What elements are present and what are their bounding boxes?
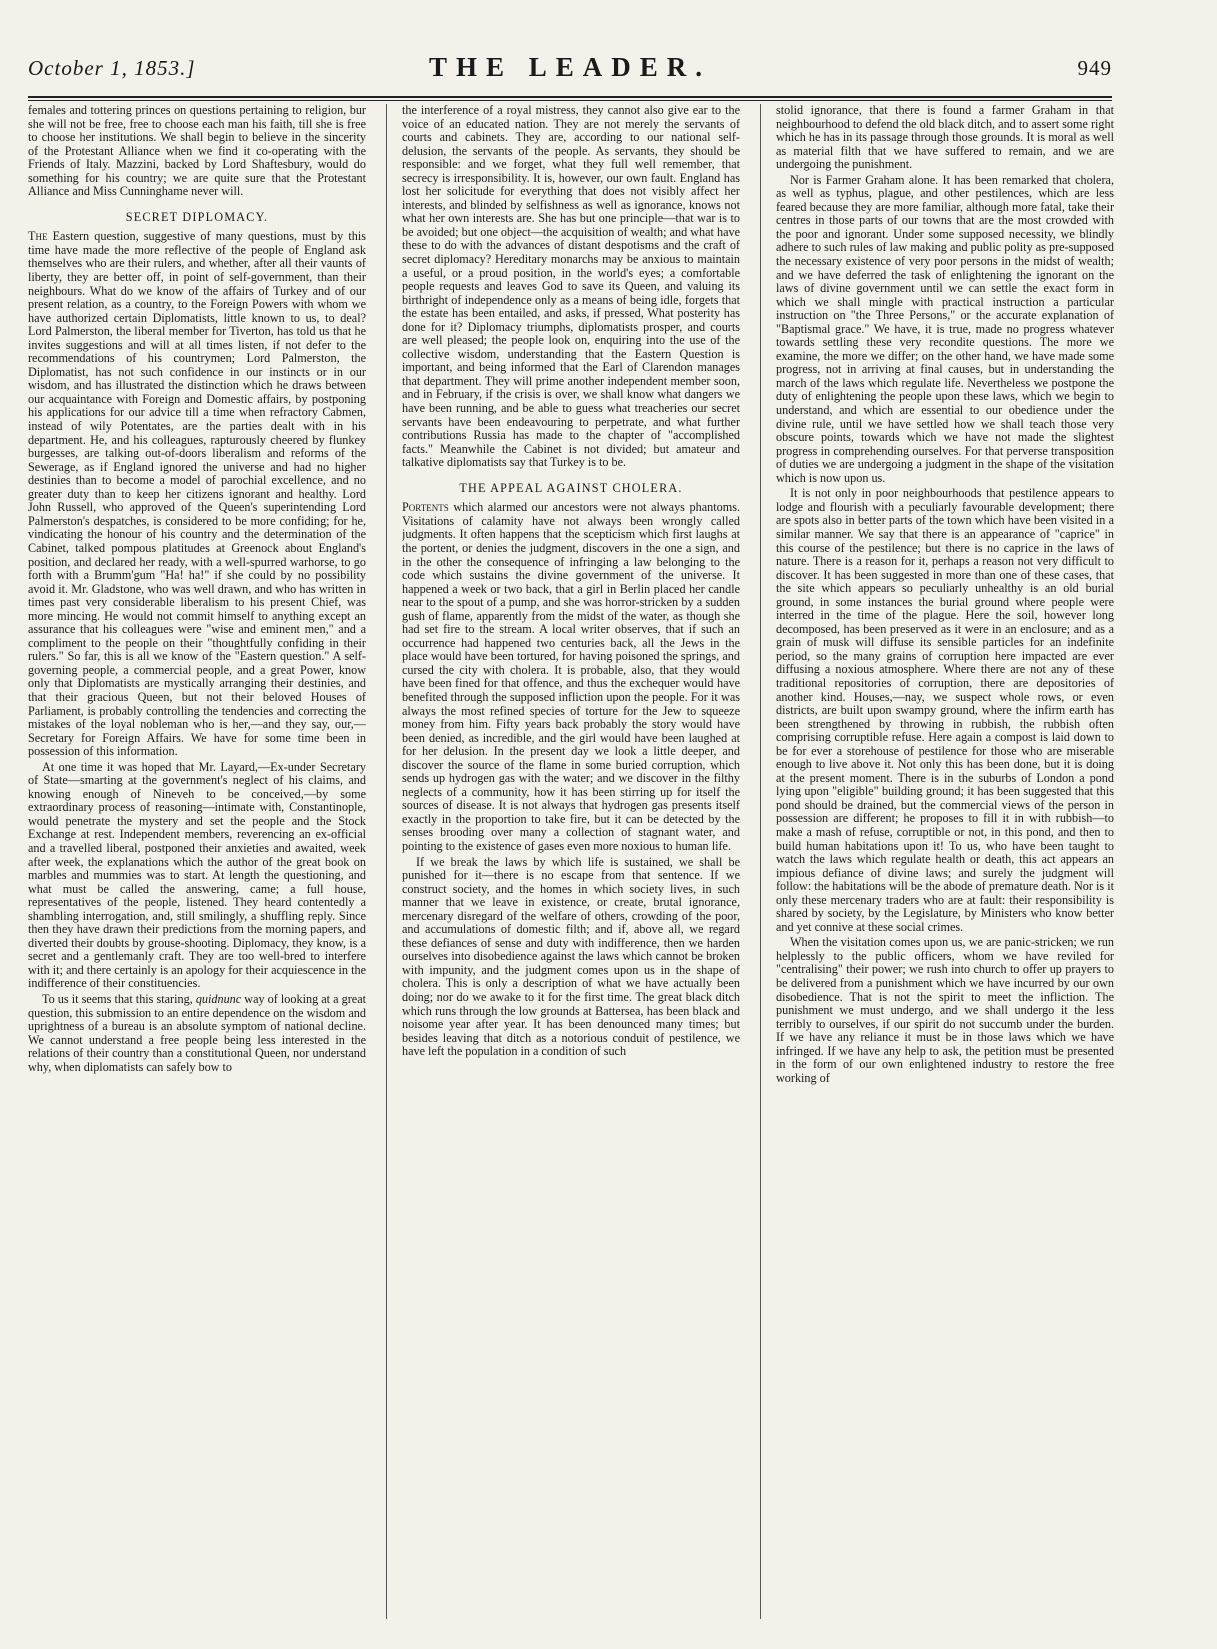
column-divider [386,104,387,1619]
issue-date: October 1, 1853.] [28,56,196,80]
paragraph: stolid ignorance, that there is found a farmer Graham in that neighbourhood to defend the old black ditch, and to assert some right which he has in its passage through those grounds. It is moral as well as material filth that we have suffered to remain, and we are undergoing the punishment. [776,104,1114,172]
column-divider [760,104,761,1619]
paragraph-text: Eastern question, suggestive of many questions, must by this time have made the more reflective of the people of England ask themselves who are their rulers, and whether, after all their vaunts of liberty, they are better off, in point of self-government, than their neighbours. What do we know of the affairs of Turkey and of our present relation, as a country, to the Foreign Powers with whom we have authorized certain Diplomatists, little known to us, to deal? Lord Palmerston, the liberal member for Tiverton, has told us that he invites suggestions and will at all times listen, if not defer to the recommendations of his countrymen; Lord Palmerston, the Diplomatist, has not such confidence in our instincts or in our wisdom, and has illustrated the distinction which he draws between our acquaintance with Foreign and Domestic affairs, by postponing his applications for our advice till a time when refractory Cabmen, instead of wily Potentates, are the parties dealt with in his department. He, and his colleagues, rapturously cheered by flunkey burgesses, are talking out-of-doors liberalism and reforms of the Sewerage, as if England ignored the universe and had no higher destinies than to become a model of parochial excellence, and no greater duty than to keep her citizens ignorant and healthy. Lord John Russell, who approved of the Queen's superintending Lord Palmerston's despatches, is considered to be more confiding; for he, vindicating the honour of his country and the determination of the Cabinet, talked pompous platitudes at Greenock about England's position, and declared her ready, with a well-spurred warhorse, to go forth with a Brumm'gum "Ha! ha!" if she could by no possibility avoid it. Mr. Gladstone, who was well drawn, and who has written in times past very considerable liberalism to his present Chief, was more mincing. He would not commit himself to anything except an assurance that his colleagues were "wise and eminent men," and a compliment to the people on their "thoughtfully confiding in their rulers." So far, this is all we know of the "Eastern question." A self-governing people, a commercial people, and a great Power, know only that Diplomatists are mystically arranging their destinies, and that their gracious Queen, but not their beloved Houses of Parliament, is probably controlling the tendencies and correcting the mistakes of the loyal nobleman who is her,—and they say, our,—Secretary for Foreign Affairs. We have for some time been in possession of this information. [28,229,366,759]
paragraph [28,230,366,758]
column-2 [402,104,740,1624]
page-number: 949 [1077,56,1112,80]
paragraph-text: which alarmed our ancestors were not always phantoms. Visitations of calamity have not always been wrongly called judgments. It often happens that the scepticism which first laughs at the portent, or denies the judgment, discovers in the one a sign, and in the other the consequence of infringing a law belonging to the code which sustains the divine government of the universe. It happened a week or two back, that a girl in Berlin placed her candle near to the spout of a pump, and she was horror-stricken by a sudden gush of flame, apparently from the midst of the water, as though she had set fire to the stream. A local writer observes, that if such an occurrence had happened two centuries back, all the Jews in the place would have been tortured, for having poisoned the springs, and cursed the city with cholera. It is probable, also, that they would have been fined for that offence, and thus the exchequer would have benefited through the supposed infliction upon the people. For it was always the most refined species of torture for the Jew to squeeze money from him. Fifty years back probably the story would have been denied, as incredible, and the girl would have been laughed at for her delusion. In the present day we look a little deeper, and discover the source of the flame in some buried corruption, which sends up hydrogen gas with the water; and we discover in the filthy neglects of a community, how it has been stirring up for itself the sources of disease. It is not always that hydrogen gas presents itself exactly in the proportion to take fire, but it can be detected by the senses brooding over many a collection of stagnant water, and pointing to the existence of gases even more noxious to human life. [402,500,740,853]
article-heading-secret-diplomacy: SECRET DIPLOMACY. [125,209,269,224]
dropcap-word: Portents [402,500,449,515]
paragraph: If we break the laws by which life is sustained, we shall be punished for it—there is no escape from that sentence. If we construct society, and the homes in which society lives, in such manner that we leave in existence, or create, brutal ignorance, mercenary disregard of the welfare of others, crowding of the poor, and accumulations of domestic filth; and if, above all, we regard these defiances of sense and duty with indifference, then we harden ourselves into disobedience against the laws which cannot be broken with impunity, and the judgment comes upon us in the shape of cholera. This is only a description of what we have actually been doing; nor do we awake to it for the first time. The great black ditch which runs through the low grounds at Battersea, has been black and noisome year after year. It has been denounced many times; but besides leaving that ditch as a notorious conduit of pestilence, we have left the population in a condition of such [402,854,740,1059]
paragraph [28,993,366,1074]
masthead-title: THE LEADER. [428,52,712,82]
column-1 [28,104,366,1624]
page-header [28,52,1112,92]
paragraph-text: way of looking at a great question, this submission to an entire dependence on the wisdom and uprightness of a bureau is an absolute symptom of national decline. We cannot understand a free people being less interested in the relations of their country than a constitutional Queen, nor understand why, when diplomatists can safely bow to [28,992,366,1074]
paragraph: At one time it was hoped that Mr. Layard,—Ex-under Secretary of State—smarting at the government's neglect of his claims, and knowing enough of Nineveh to be conceived,—by some extraordinary process of reasoning—intimate with, Constantinople, would penetrate the mystery and set the people and the Stock Exchange at rest. Independent members, reverencing an ex-official and a travelled liberal, postponed their anxieties and awaited, week after week, the explanations which the author of the great book on marbles and mummies was to start. At length the questioning, and what must be called the answering, came; a full house, representatives of the people, listened. They heard contentedly a shambling interrogation, and, still smilingly, a shuffling reply. Since then they have drawn their predictions from the morning papers, and diverted their doubts by grouse-shooting. Diplomacy, they know, is a secret and a gentlemanly craft. They are too well-bred to interfere with it; and there certainly is an apology for their acquiescence in the indifference of their constituencies. [28,759,366,991]
article-heading-cholera: THE APPEAL AGAINST CHOLERA. [459,480,683,495]
italic-word: quidnunc [195,992,242,1006]
paragraph: It is not only in poor neighbourhoods that pestilence appears to lodge and flourish with a peculiarly favourable development; there are spots also in better parts of the town which have been visited in a similar manner. We say that there is an appearance of "caprice" in this course of the pestilence; but there is no caprice in the laws of nature. There is a reason for it, perhaps a reason not very difficult to discover. It has been suggested in more than one of these cases, that the site which appears so peculiarly unhealthy is an old burial ground, in some instances the burial ground where people were interred in the time of the plague. Here the soil, however long decomposed, has been preserved as it were in an enclosure; and as a grain of musk will diffuse its sensible particles for an indefinite period, so the many grains of corruption here impacted are ever diffusing a noxious atmosphere. Where there are not any of these traditional repositories of corruption, there are depositories of another kind. Houses,—nay, we suspect whole rows, or even districts, are built upon swampy ground, where the infirm earth has been strengthened by throwing in rubbish, the rubbish often comprising corruptible refuse. Here again a compost is laid down to be for ever a storehouse of pestilence for those who are miserable enough to live above it. Not only this has been done, but it is doing at the present moment. There is in the suburbs of London a pond lying upon "eligible" building ground; it has been suggested that this pond should be drained, but the commercial views of the person in possession are different; he proposes to fill it in with rubbish—to make a mash of refuse, corruptible or not, in this pond, and then to build human habitations upon it! To us, who have been taught to watch the laws which regulate health or death, this act appears an impious defiance of divine laws; and surely the judgment will follow: the habitations will be the abode of premature death. Nor is it only these mercenary traders who are at fault: their responsibility is shared by society, by the Legislature, by Ministers who know better and yet connive at these social crimes. [776,486,1114,934]
paragraph-text: To us it seems that this staring, [42,992,196,1006]
header-rule-thin [28,100,1112,101]
paragraph [402,501,740,853]
dropcap-word: The [28,229,48,244]
paragraph: Nor is Farmer Graham alone. It has been remarked that cholera, as well as typhus, plague, and other pestilences, which are less feared because they are more familiar, although more fatal, take their centres in those parts of our towns that are the most crowded with the poor and ignorant. Under some supposed necessity, we blindly adhere to such rules of law making and public polity as pre-supposed the necessary existence of very poor persons in the midst of wealth; and we have deferred the task of enlightening the ignorant on the laws of divine government until we can settle the exact form in which we shall mingle with practical instruction a particular instruction on "the Three Persons," or the accurate explanation of "Baptismal grace." We have, it is true, made no progress whatever towards settling these very recondite questions. The more we examine, the more we differ; on the other hand, we have made some progress, not in arriving at final causes, but in understanding the march of the laws which regulate life. Nevertheless we postpone the duty of enlightening the people upon these laws, which we begin to understand, and which are essential to our obedience under the divine rule, until we have settled how we shall teach those very obscure points, towards which we have not made the slightest progress in comprehending ourselves. For that perverse transposition of duties we are undergoing a judgment in the shape of the visitation which is now upon us. [776,172,1114,485]
paragraph: females and tottering princes on questions pertaining to religion, bur she will not be free, free to choose each man his faith, till she is free to choose her institutions. We shall begin to believe in the sincerity of the Protestant Alliance when we find it co-operating with the Friends of Italy. Mazzini, backed by Lord Shaftesbury, would do something for his country; we are quite sure that the Protestant Alliance and Miss Cunninghame never will. [28,104,366,199]
header-rule [28,96,1112,98]
paragraph: When the visitation comes upon us, we are panic-stricken; we run helplessly to the public officers, whom we have reviled for "centralising" their power; we rush into church to offer up prayers to be delivered from a punishment which we have incurred by our own disobedience. That is not the spirit to meet the infliction. The punishment we must undergo, and we shall undergo it the less terribly to ourselves, if our spirit do not succumb under the burden. If we have any reliance it must be in those laws which we have infringed. If we have any help to ask, the petition must be presented in the form of our own enlightened industry to restore the free working of [776,935,1114,1085]
paragraph: the interference of a royal mistress, they cannot also give ear to the voice of an educated nation. They are not merely the servants of courts and cabinets. They are, according to our national self-delusion, the servants of the people. As servants, they should be responsible: and we forget, what they full well remember, that secrecy is irresponsibility. It is, however, our own fault. England has lost her solicitude for everything that does not visibly affect her interests, and blinded by selfishness as well as ignorance, knows not what her own interests are. She has but one principle—that war is to be avoided; but one object—the acquisition of wealth; and what have these to do with the advances of distant despotisms and the craft of secret diplomacy? Hereditary monarchs may be anxious to maintain a useful, or a proud position, in the world's eyes; a comfortable people requests and leaves God to save its Queen, and valuing its birthright of independence only as a means of being idle, forgets that the estate has been entailed, and asks, if pressed, What posterity has done for it? Diplomacy triumphs, diplomatists prosper, and courts are well pleased; the people look on, enquiring into the use of the collective wisdom, understanding that the Eastern Question is important, and being informed that the Earl of Clarendon manages that department. They will prime another independent member soon, and in February, if the crisis is over, we shall know what dangers we have been running, and be able to guess what treacheries our secret servants have been endeavouring to perpetrate, and what further contributions Russia has made to the chapter of "accomplished facts." Meanwhile the Cabinet is not divided; but amateur and talkative diplomatists say that Turkey is to be. [402,104,740,470]
column-3 [776,104,1114,1624]
